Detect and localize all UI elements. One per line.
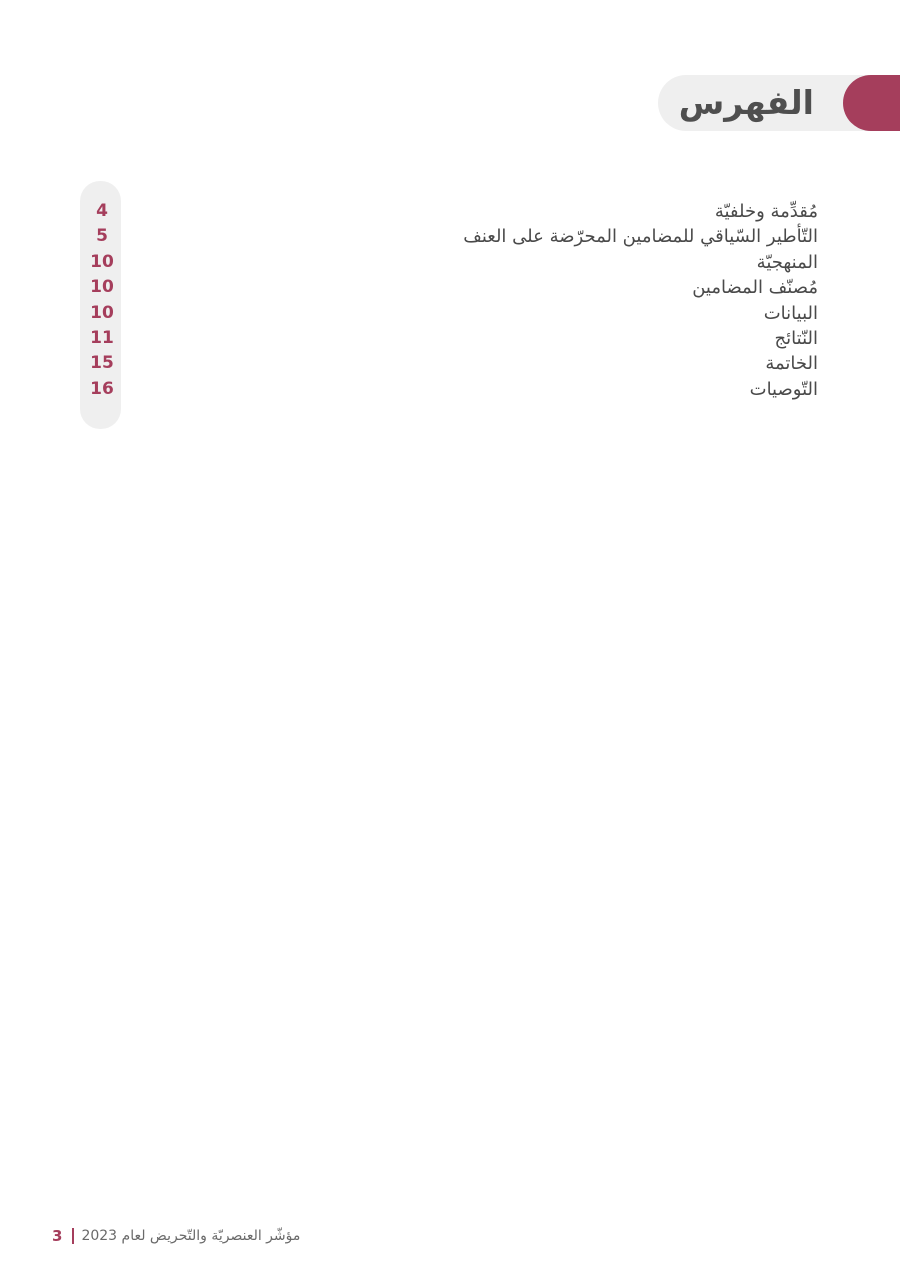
toc-page-number: 10 bbox=[90, 277, 114, 298]
footer-divider bbox=[72, 1228, 74, 1244]
toc-list bbox=[338, 199, 818, 402]
toc-page-number: 10 bbox=[90, 251, 114, 272]
toc-page-number: 16 bbox=[90, 378, 114, 399]
page-title: الفهرس bbox=[678, 83, 814, 122]
footer-page-number: 3 bbox=[52, 1227, 63, 1245]
toc-page-number: 15 bbox=[90, 353, 114, 374]
page-footer bbox=[52, 1225, 300, 1247]
toc-page-number: 4 bbox=[96, 201, 108, 221]
toc-page-number: 11 bbox=[90, 327, 114, 348]
footer-publication-title: مؤشّر العنصريّة والتّحريض لعام 2023 bbox=[81, 1228, 301, 1244]
toc-entry-introduction[interactable]: مُقدِّمة وخلفيّة bbox=[714, 201, 818, 222]
toc-page-numbers bbox=[80, 199, 124, 402]
toc-page-number: 5 bbox=[96, 226, 108, 247]
title-accent-tab bbox=[843, 75, 900, 131]
toc-entry-methodology[interactable]: المنهجيّة bbox=[756, 251, 818, 273]
toc-entry-results[interactable]: النّتائج bbox=[774, 327, 818, 349]
toc-entry-context-framing[interactable]: التّأطير السّياقي للمضامين المحرّضة على العنف bbox=[463, 226, 818, 248]
toc-entry-data[interactable]: البيانات bbox=[763, 302, 818, 324]
toc-entry-recommendations[interactable]: التّوصيات bbox=[749, 378, 818, 400]
toc-entry-conclusion[interactable]: الخاتمة bbox=[765, 353, 818, 375]
toc-entry-content-classifier[interactable]: مُصنّف المضامين bbox=[692, 277, 818, 299]
toc-page-number: 10 bbox=[90, 302, 114, 323]
